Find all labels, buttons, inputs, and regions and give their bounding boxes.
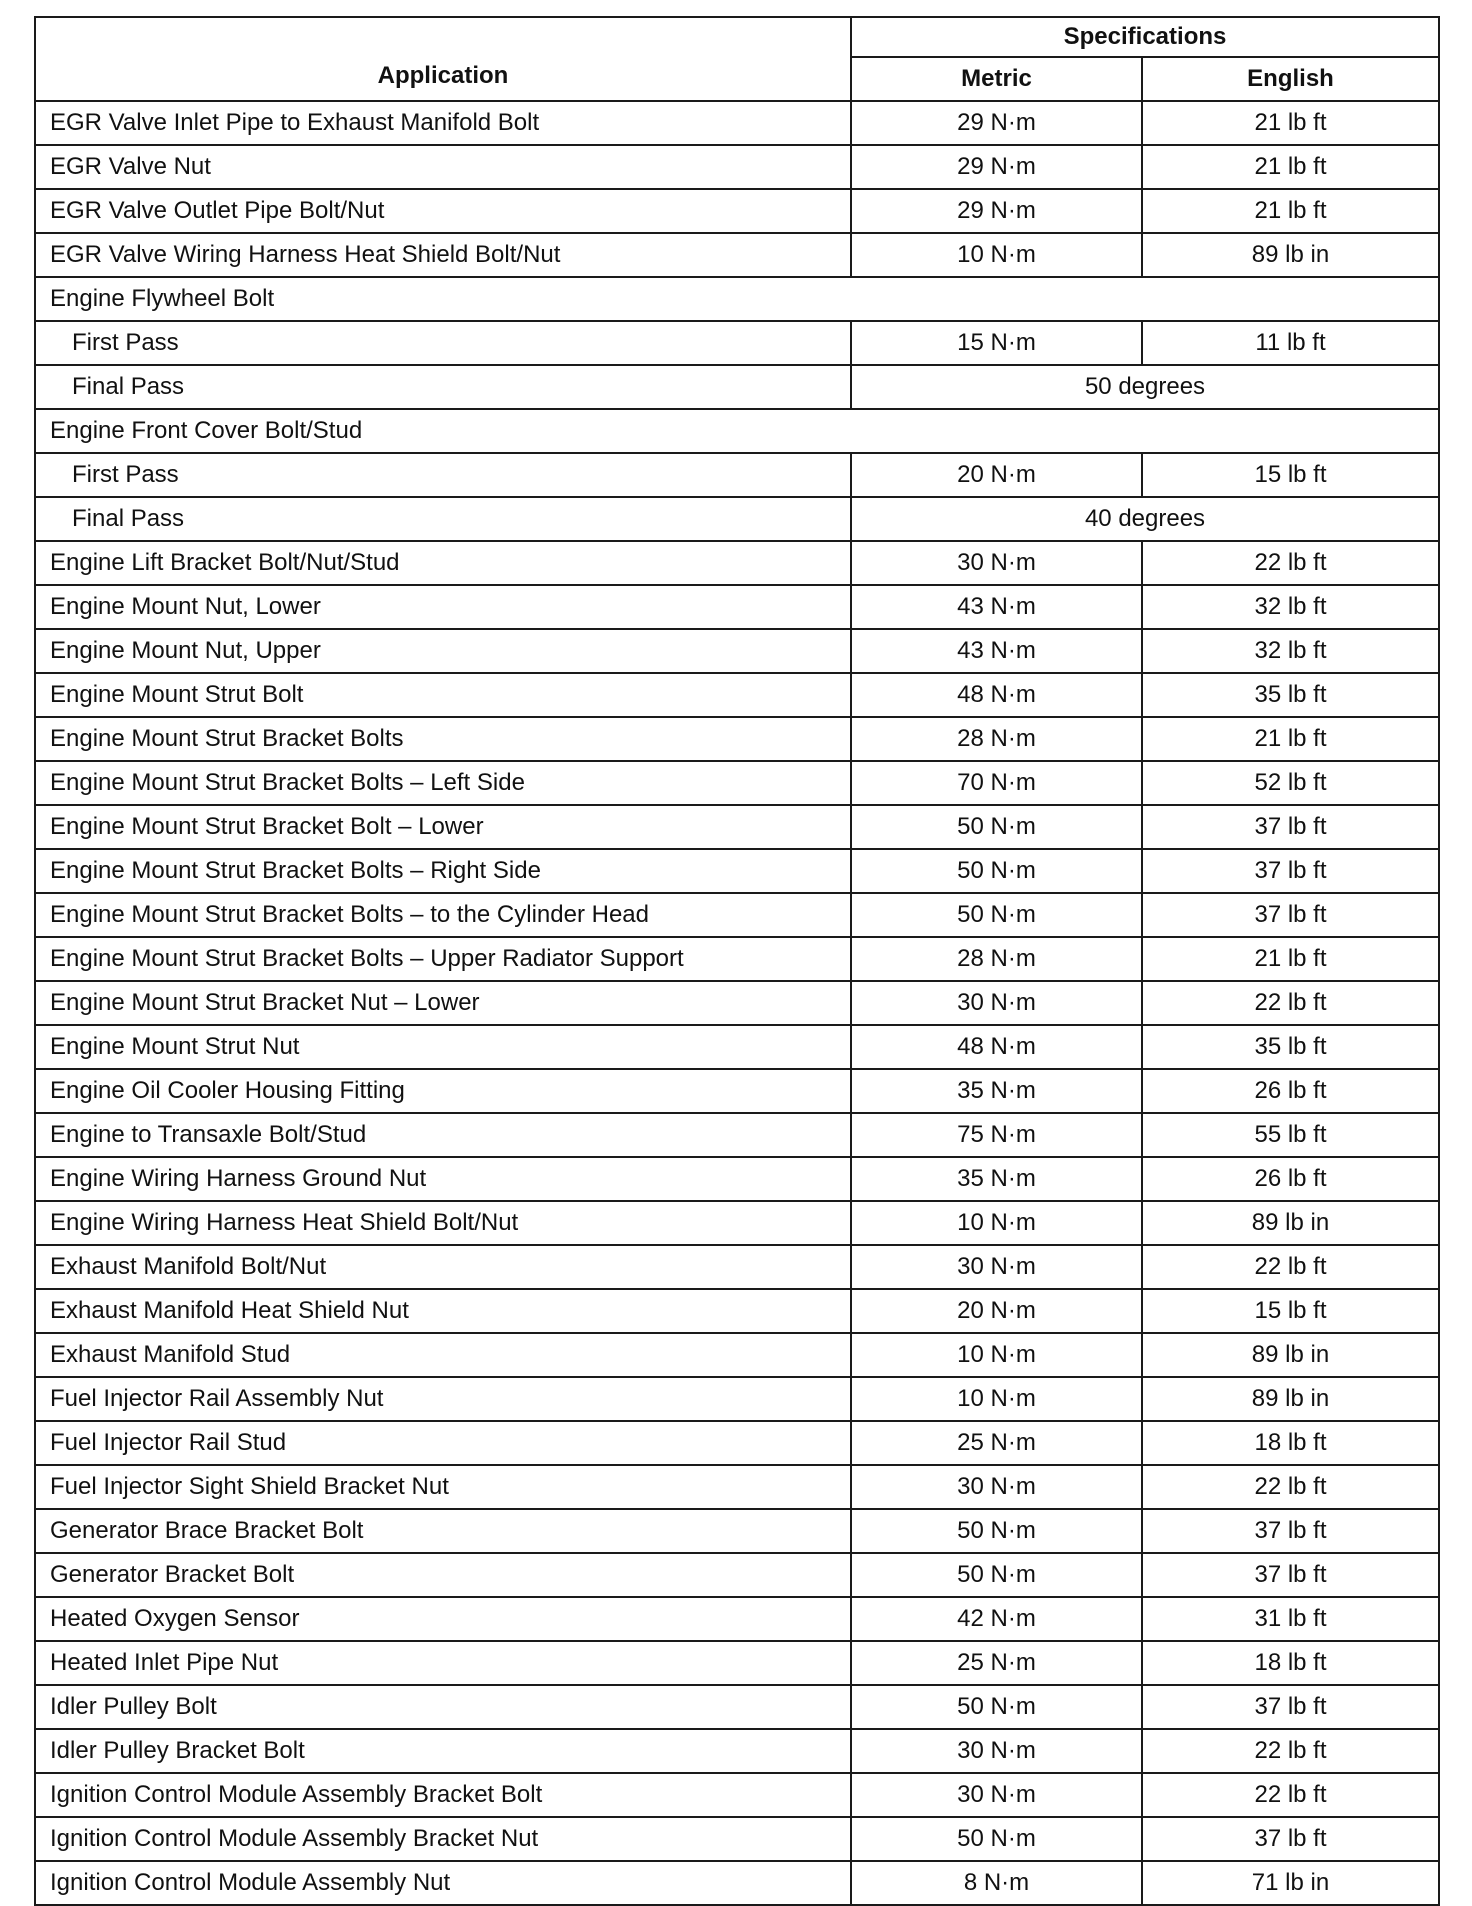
table-row	[35, 497, 1439, 541]
metric-cell: 30 N·m	[851, 1465, 1142, 1509]
metric-cell: 50 N·m	[851, 1509, 1142, 1553]
application-cell: Fuel Injector Rail Assembly Nut	[35, 1377, 851, 1421]
application-cell: Engine to Transaxle Bolt/Stud	[35, 1113, 851, 1157]
metric-cell: 28 N·m	[851, 937, 1142, 981]
table-row	[35, 1289, 1439, 1333]
metric-cell: 43 N·m	[851, 585, 1142, 629]
application-cell: Idler Pulley Bolt	[35, 1685, 851, 1729]
english-cell: 31 lb ft	[1142, 1597, 1439, 1641]
metric-cell: 29 N·m	[851, 189, 1142, 233]
table-row	[35, 893, 1439, 937]
table-row	[35, 1377, 1439, 1421]
metric-cell: 30 N·m	[851, 541, 1142, 585]
application-cell: Fuel Injector Rail Stud	[35, 1421, 851, 1465]
metric-cell: 10 N·m	[851, 1377, 1142, 1421]
metric-cell: 30 N·m	[851, 1729, 1142, 1773]
english-cell: 37 lb ft	[1142, 1817, 1439, 1861]
table-row	[35, 1201, 1439, 1245]
table-row	[35, 585, 1439, 629]
english-cell: 89 lb in	[1142, 1377, 1439, 1421]
application-header: Application	[35, 17, 851, 101]
application-cell: Final Pass	[35, 497, 851, 541]
application-cell: Ignition Control Module Assembly Bracket Nut	[35, 1817, 851, 1861]
table-row	[35, 805, 1439, 849]
english-cell: 37 lb ft	[1142, 1685, 1439, 1729]
application-cell: Generator Bracket Bolt	[35, 1553, 851, 1597]
metric-cell: 10 N·m	[851, 1333, 1142, 1377]
english-cell: 22 lb ft	[1142, 541, 1439, 585]
application-cell: Exhaust Manifold Stud	[35, 1333, 851, 1377]
application-cell: EGR Valve Inlet Pipe to Exhaust Manifold Bolt	[35, 101, 851, 145]
application-cell: EGR Valve Outlet Pipe Bolt/Nut	[35, 189, 851, 233]
angle-spec-cell: 40 degrees	[851, 497, 1439, 541]
metric-cell: 30 N·m	[851, 1245, 1142, 1289]
english-cell: 71 lb in	[1142, 1861, 1439, 1905]
english-cell: 11 lb ft	[1142, 321, 1439, 365]
torque-spec-table	[34, 16, 1440, 1906]
table-row	[35, 1465, 1439, 1509]
metric-cell: 29 N·m	[851, 101, 1142, 145]
table-row	[35, 1553, 1439, 1597]
table-body	[35, 101, 1439, 1905]
application-cell: Engine Mount Strut Bracket Bolts	[35, 717, 851, 761]
table-row	[35, 145, 1439, 189]
application-cell: Engine Mount Strut Nut	[35, 1025, 851, 1069]
table-row	[35, 365, 1439, 409]
english-cell: 22 lb ft	[1142, 1245, 1439, 1289]
application-cell: Exhaust Manifold Bolt/Nut	[35, 1245, 851, 1289]
metric-cell: 50 N·m	[851, 805, 1142, 849]
english-cell: 37 lb ft	[1142, 1509, 1439, 1553]
metric-cell: 30 N·m	[851, 981, 1142, 1025]
english-cell: 22 lb ft	[1142, 1465, 1439, 1509]
application-cell: First Pass	[35, 453, 851, 497]
metric-cell: 20 N·m	[851, 1289, 1142, 1333]
english-cell: 21 lb ft	[1142, 937, 1439, 981]
english-cell: 18 lb ft	[1142, 1421, 1439, 1465]
table-row	[35, 1641, 1439, 1685]
application-cell: Engine Mount Strut Bracket Bolts – Upper Radiator Support	[35, 937, 851, 981]
english-cell: 22 lb ft	[1142, 1729, 1439, 1773]
english-cell: 21 lb ft	[1142, 189, 1439, 233]
metric-cell: 35 N·m	[851, 1069, 1142, 1113]
metric-cell: 50 N·m	[851, 849, 1142, 893]
group-label-cell: Engine Flywheel Bolt	[35, 277, 1439, 321]
english-cell: 15 lb ft	[1142, 453, 1439, 497]
table-row	[35, 1069, 1439, 1113]
english-cell: 22 lb ft	[1142, 1773, 1439, 1817]
english-cell: 32 lb ft	[1142, 629, 1439, 673]
table-row	[35, 321, 1439, 365]
application-cell: Engine Oil Cooler Housing Fitting	[35, 1069, 851, 1113]
metric-cell: 15 N·m	[851, 321, 1142, 365]
metric-cell: 20 N·m	[851, 453, 1142, 497]
table-row	[35, 1773, 1439, 1817]
english-cell: 35 lb ft	[1142, 1025, 1439, 1069]
application-cell: Ignition Control Module Assembly Bracket Bolt	[35, 1773, 851, 1817]
table-row	[35, 189, 1439, 233]
english-cell: 32 lb ft	[1142, 585, 1439, 629]
application-cell: Heated Inlet Pipe Nut	[35, 1641, 851, 1685]
english-cell: 52 lb ft	[1142, 761, 1439, 805]
table-row	[35, 409, 1439, 453]
metric-cell: 50 N·m	[851, 1553, 1142, 1597]
table-row	[35, 277, 1439, 321]
application-cell: Engine Mount Strut Bracket Nut – Lower	[35, 981, 851, 1025]
metric-cell: 25 N·m	[851, 1641, 1142, 1685]
table-row	[35, 1597, 1439, 1641]
table-row	[35, 1245, 1439, 1289]
metric-header: Metric	[851, 57, 1142, 101]
group-label-cell: Engine Front Cover Bolt/Stud	[35, 409, 1439, 453]
table-row	[35, 1729, 1439, 1773]
table-row	[35, 937, 1439, 981]
english-cell: 35 lb ft	[1142, 673, 1439, 717]
metric-cell: 50 N·m	[851, 1817, 1142, 1861]
table-row	[35, 1421, 1439, 1465]
english-cell: 21 lb ft	[1142, 101, 1439, 145]
metric-cell: 10 N·m	[851, 233, 1142, 277]
application-cell: Engine Mount Strut Bracket Bolts – Right Side	[35, 849, 851, 893]
metric-cell: 48 N·m	[851, 1025, 1142, 1069]
metric-cell: 10 N·m	[851, 1201, 1142, 1245]
metric-cell: 30 N·m	[851, 1773, 1142, 1817]
english-cell: 37 lb ft	[1142, 849, 1439, 893]
metric-cell: 50 N·m	[851, 893, 1142, 937]
table-row	[35, 1157, 1439, 1201]
english-cell: 37 lb ft	[1142, 893, 1439, 937]
table-row	[35, 717, 1439, 761]
metric-cell: 43 N·m	[851, 629, 1142, 673]
table-row	[35, 1861, 1439, 1905]
specifications-header: Specifications	[851, 17, 1439, 57]
table-row	[35, 673, 1439, 717]
english-cell: 18 lb ft	[1142, 1641, 1439, 1685]
table-row	[35, 541, 1439, 585]
table-row	[35, 981, 1439, 1025]
table-row	[35, 1685, 1439, 1729]
english-cell: 21 lb ft	[1142, 717, 1439, 761]
application-cell: Generator Brace Bracket Bolt	[35, 1509, 851, 1553]
metric-cell: 70 N·m	[851, 761, 1142, 805]
application-cell: EGR Valve Nut	[35, 145, 851, 189]
metric-cell: 42 N·m	[851, 1597, 1142, 1641]
english-cell: 89 lb in	[1142, 1333, 1439, 1377]
application-cell: Ignition Control Module Assembly Nut	[35, 1861, 851, 1905]
application-cell: First Pass	[35, 321, 851, 365]
application-cell: Engine Mount Strut Bracket Bolts – Left Side	[35, 761, 851, 805]
table-row	[35, 849, 1439, 893]
table-row	[35, 1817, 1439, 1861]
table-row	[35, 1333, 1439, 1377]
metric-cell: 8 N·m	[851, 1861, 1142, 1905]
metric-cell: 25 N·m	[851, 1421, 1142, 1465]
english-cell: 15 lb ft	[1142, 1289, 1439, 1333]
english-cell: 22 lb ft	[1142, 981, 1439, 1025]
table-row	[35, 761, 1439, 805]
table-row	[35, 629, 1439, 673]
application-cell: EGR Valve Wiring Harness Heat Shield Bolt/Nut	[35, 233, 851, 277]
application-cell: Final Pass	[35, 365, 851, 409]
english-cell: 21 lb ft	[1142, 145, 1439, 189]
table-row	[35, 1113, 1439, 1157]
metric-cell: 35 N·m	[851, 1157, 1142, 1201]
metric-cell: 29 N·m	[851, 145, 1142, 189]
application-cell: Engine Mount Nut, Upper	[35, 629, 851, 673]
english-cell: 89 lb in	[1142, 233, 1439, 277]
application-cell: Engine Mount Nut, Lower	[35, 585, 851, 629]
english-cell: 37 lb ft	[1142, 805, 1439, 849]
table-header	[35, 17, 1439, 101]
english-cell: 26 lb ft	[1142, 1157, 1439, 1201]
table-row	[35, 233, 1439, 277]
application-cell: Engine Wiring Harness Ground Nut	[35, 1157, 851, 1201]
application-cell: Heated Oxygen Sensor	[35, 1597, 851, 1641]
application-cell: Fuel Injector Sight Shield Bracket Nut	[35, 1465, 851, 1509]
english-cell: 26 lb ft	[1142, 1069, 1439, 1113]
metric-cell: 50 N·m	[851, 1685, 1142, 1729]
table-row	[35, 101, 1439, 145]
application-cell: Engine Mount Strut Bracket Bolts – to the Cylinder Head	[35, 893, 851, 937]
metric-cell: 75 N·m	[851, 1113, 1142, 1157]
table-row	[35, 1509, 1439, 1553]
application-cell: Engine Mount Strut Bracket Bolt – Lower	[35, 805, 851, 849]
table-row	[35, 1025, 1439, 1069]
application-cell: Engine Wiring Harness Heat Shield Bolt/Nut	[35, 1201, 851, 1245]
metric-cell: 28 N·m	[851, 717, 1142, 761]
english-cell: 37 lb ft	[1142, 1553, 1439, 1597]
table-row	[35, 453, 1439, 497]
application-cell: Idler Pulley Bracket Bolt	[35, 1729, 851, 1773]
angle-spec-cell: 50 degrees	[851, 365, 1439, 409]
application-cell: Exhaust Manifold Heat Shield Nut	[35, 1289, 851, 1333]
english-cell: 89 lb in	[1142, 1201, 1439, 1245]
header-row-top	[35, 17, 1439, 57]
metric-cell: 48 N·m	[851, 673, 1142, 717]
application-cell: Engine Mount Strut Bolt	[35, 673, 851, 717]
english-header: English	[1142, 57, 1439, 101]
application-cell: Engine Lift Bracket Bolt/Nut/Stud	[35, 541, 851, 585]
english-cell: 55 lb ft	[1142, 1113, 1439, 1157]
